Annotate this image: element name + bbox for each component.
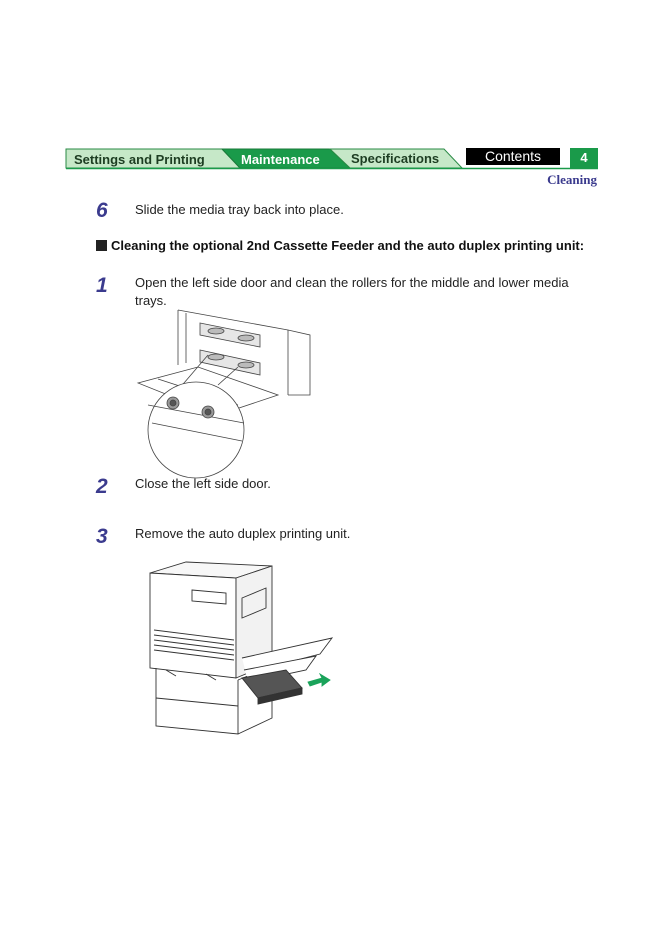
- contents-button[interactable]: Contents: [484, 148, 542, 164]
- printer-duplex-illustration: [146, 558, 336, 738]
- step-number: 1: [96, 274, 108, 297]
- nav-tab-bar: [0, 0, 662, 200]
- step-text: Slide the media tray back into place.: [135, 202, 344, 217]
- step-number: 6: [96, 199, 108, 222]
- step-text: Close the left side door.: [135, 476, 271, 491]
- step-text: Remove the auto duplex printing unit.: [135, 526, 351, 541]
- step-number: 3: [96, 525, 108, 548]
- step-number: 2: [96, 475, 108, 498]
- page-number: 4: [580, 150, 588, 165]
- section-title: Cleaning: [547, 172, 597, 187]
- tab-specifications[interactable]: Specifications: [351, 151, 440, 166]
- square-bullet-icon: [96, 240, 107, 251]
- section-heading: [96, 238, 584, 253]
- tab-maintenance[interactable]: Maintenance: [241, 152, 320, 167]
- tab-settings[interactable]: Settings and Printing: [74, 152, 205, 167]
- step-text: Open the left side door and clean the rollers for the middle and lower media trays.: [135, 275, 569, 308]
- heading-text: Cleaning the optional 2nd Cassette Feeder and the auto duplex printing unit:: [111, 238, 585, 253]
- rollers-illustration: [138, 305, 308, 480]
